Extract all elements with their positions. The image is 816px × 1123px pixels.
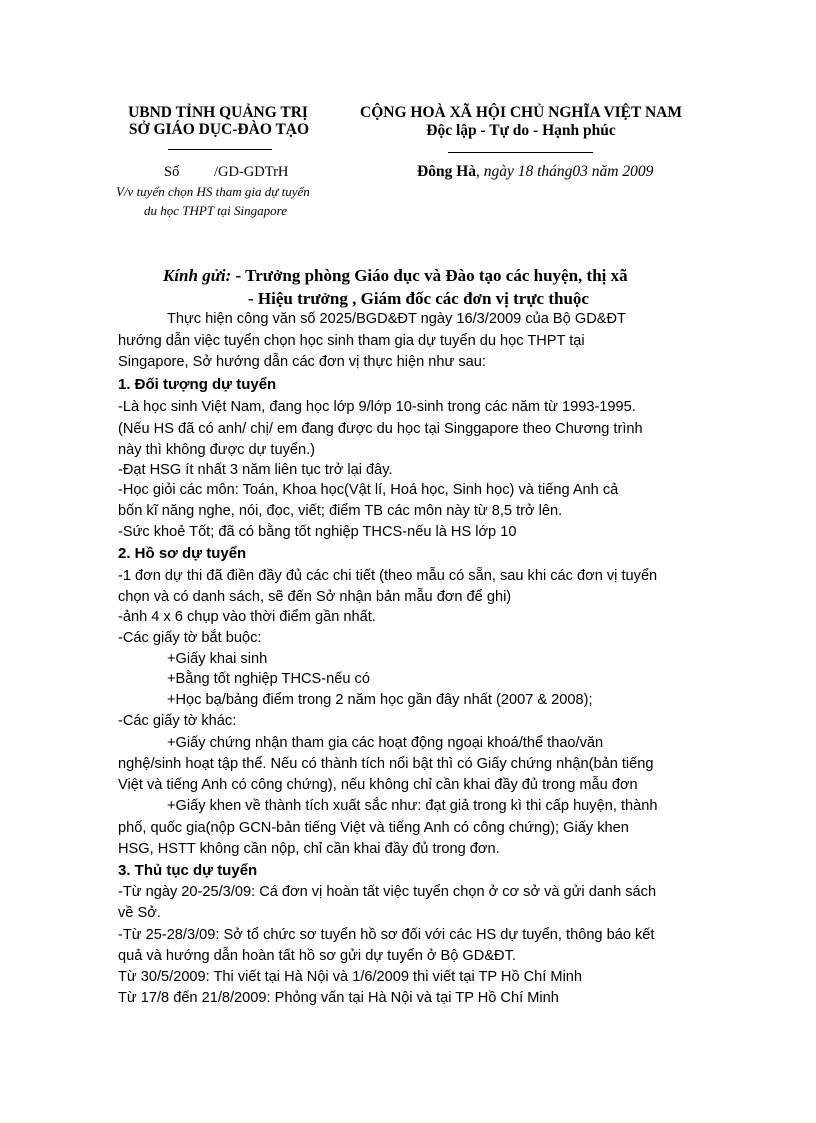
recipients-label: Kính gửi: xyxy=(163,266,232,285)
issuer-line-1: UBND TỈNH QUẢNG TRỊ xyxy=(128,104,308,121)
s3-line: Từ 17/8 đến 21/8/2009: Phỏng vấn tại Hà Nội và tại TP Hồ Chí Minh xyxy=(118,990,559,1006)
s2-line: phố, quốc gia(nộp GCN-bản tiếng Việt và tiếng Anh có công chứng); Giấy khen xyxy=(118,820,629,836)
s2-line: +Giấy chứng nhận tham gia các hoạt động ngoại khoá/thể thao/văn xyxy=(167,735,604,751)
s2-line: +Giấy khai sinh xyxy=(167,651,268,667)
s2-line: -Các giấy tờ khác: xyxy=(118,713,237,729)
recipients-line-1 xyxy=(163,266,628,286)
s3-line: -Từ 25-28/3/09: Sở tổ chức sơ tuyển hồ sơ đối với các HS dự tuyển, thông báo kết xyxy=(118,927,655,943)
s2-line: HSG, HSTT không cần nộp, chỉ cần khai đầy đủ trong đơn. xyxy=(118,841,500,857)
s2-line: -ảnh 4 x 6 chụp vào thời điểm gần nhất. xyxy=(118,609,376,625)
intro-line-1: Thực hiện công văn số 2025/BGD&ĐT ngày 16/3/2009 của Bộ GD&ĐT xyxy=(167,311,626,327)
issuer-line-2: SỞ GIÁO DỤC-ĐÀO TẠO xyxy=(128,121,310,138)
s1-line: bốn kĩ năng nghe, nói, đọc, viết; điểm TB các môn này từ 8,5 trở lên. xyxy=(118,503,563,519)
s1-line: -Sức khoẻ Tốt; đã có bằng tốt nghiệp THCS-nếu là HS lớp 10 xyxy=(118,524,517,540)
subject-line-1: V/v tuyển chọn HS tham gia dự tuyển xyxy=(116,184,310,199)
s2-line: +Giấy khen về thành tích xuất sắc như: đạt giả trong kì thi cấp huyện, thành xyxy=(167,798,658,814)
s2-line: nghệ/sinh hoạt tập thể. Nếu có thành tích nổi bật thì có Giấy chứng nhận(bản tiếng xyxy=(118,756,654,772)
s3-line: quả và hướng dẫn hoàn tất hồ sơ gửi dự tuyển ở Bộ GD&ĐT. xyxy=(118,948,516,964)
s1-line: này thì không được dự tuyển.) xyxy=(118,442,316,458)
issuer-underline xyxy=(168,149,272,150)
recipient-2: - Hiệu trưởng , Giám đốc các đơn vị trực thuộc xyxy=(248,289,589,308)
s1-line: (Nếu HS đã có anh/ chị/ em đang được du học tại Singgapore theo Chương trình xyxy=(118,421,643,437)
place: Đông Hà xyxy=(417,163,476,180)
s2-line: -1 đơn dự thi đã điền đầy đủ các chi tiết (theo mẫu có sẵn, sau khi các đơn vị tuyển xyxy=(118,568,658,584)
section-2-title: 2. Hồ sơ dự tuyển xyxy=(118,545,247,562)
s1-line: -Đạt HSG ít nhất 3 năm liên tục trở lại đây. xyxy=(118,462,393,478)
intro-line-2: hướng dẫn việc tuyển chọn học sinh tham gia dự tuyển du học THPT tại xyxy=(118,333,585,349)
s3-line: Từ 30/5/2009: Thi viết tại Hà Nội và 1/6/2009 thi viết tại TP Hồ Chí Minh xyxy=(118,969,583,985)
document-number-code: /GD-GDTrH xyxy=(214,164,289,180)
document-number-label: Số xyxy=(164,164,180,180)
national-title: CỘNG HOÀ XÃ HỘI CHỦ NGHĨA VIỆT NAM xyxy=(360,104,682,121)
s3-line: -Từ ngày 20-25/3/09: Cá đơn vị hoàn tất việc tuyển chọn ở cơ sở và gửi danh sách xyxy=(118,884,657,900)
s1-line: -Học giỏi các môn: Toán, Khoa học(Vật lí, Hoá học, Sinh học) và tiếng Anh cả xyxy=(118,482,619,498)
national-motto: Độc lập - Tự do - Hạnh phúc xyxy=(426,122,616,139)
s2-line: Việt và tiếng Anh có công chứng), nếu không chỉ cần khai đầy đủ trong mẫu đơn xyxy=(118,777,638,793)
s2-line: +Học bạ/bảng điểm trong 2 năm học gần đây nhất (2007 & 2008); xyxy=(167,692,593,708)
s2-line: -Các giấy tờ bắt buộc: xyxy=(118,630,262,646)
motto-underline xyxy=(448,152,593,153)
s2-line: chọn và có danh sách, sẽ đến Sở nhận bản mẫu đơn để ghi) xyxy=(118,589,512,605)
recipient-1: - Trưởng phòng Giáo dục và Đào tạo các huyện, thị xã xyxy=(231,266,628,285)
section-1-title: 1. Đối tượng dự tuyển xyxy=(118,376,277,393)
date: , ngày 18 tháng03 năm 2009 xyxy=(476,163,654,180)
place-date xyxy=(417,163,653,181)
s3-line: về Sở. xyxy=(118,905,161,921)
intro-line-3: Singapore, Sở hướng dẫn các đơn vị thực hiện như sau: xyxy=(118,354,486,370)
s2-line: +Bằng tốt nghiệp THCS-nếu có xyxy=(167,671,370,687)
subject-line-2: du học THPT tại Singapore xyxy=(144,203,288,218)
s1-line: -Là học sinh Việt Nam, đang học lớp 9/lớp 10-sinh trong các năm từ 1993-1995. xyxy=(118,399,636,415)
section-3-title: 3. Thủ tục dự tuyển xyxy=(118,862,258,879)
